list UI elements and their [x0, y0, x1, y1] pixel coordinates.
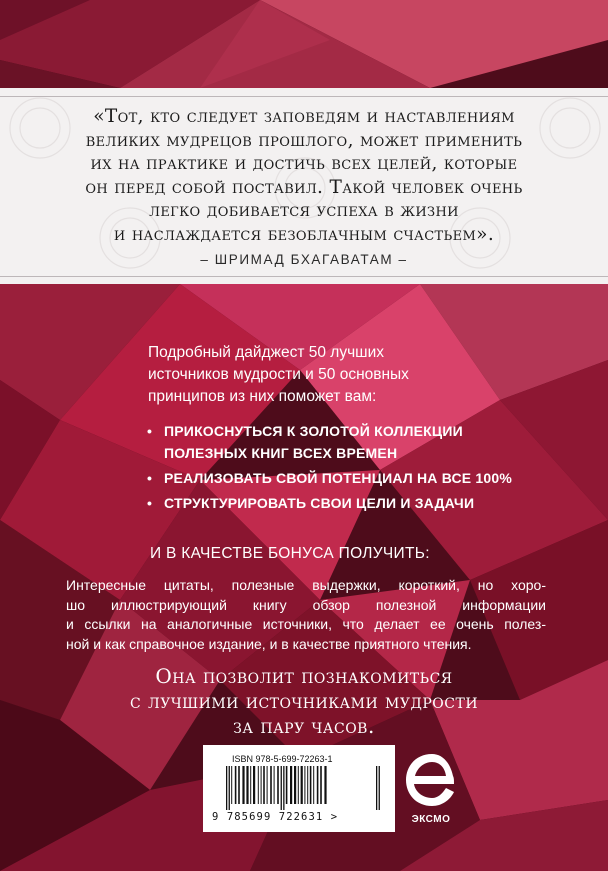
eksmo-logo-icon	[402, 748, 462, 812]
barcode-bar	[246, 766, 248, 804]
barcode-bar	[298, 766, 299, 804]
barcode-bar	[274, 766, 275, 804]
closing-line: с лучшими источниками мудрости	[129, 689, 479, 713]
barcode-bar	[320, 766, 322, 804]
barcode-bar	[310, 766, 312, 804]
paragraph-line: Интересные цитаты, полезные выдержки, короткий, но хоро-	[66, 577, 546, 593]
list-item-line: ПОЛЕЗНЫХ КНИГ ВСЕХ ВРЕМЕН	[164, 445, 398, 461]
barcode-bar	[238, 766, 240, 804]
isbn-label: ISBN 978-5-699-72263-1	[232, 754, 333, 764]
benefits-list	[147, 420, 587, 517]
barcode-bar	[379, 766, 380, 810]
list-item	[147, 467, 587, 489]
bonus-heading: И В КАЧЕСТВЕ БОНУСА ПОЛУЧИТЬ:	[150, 545, 430, 562]
paragraph-line: и ссылки на аналогичные источники, что делает ее очень полез-	[66, 616, 546, 632]
barcode-bar	[281, 766, 282, 810]
barcode-bar	[226, 766, 227, 810]
bullet-icon: •	[147, 495, 153, 511]
barcode-bar	[261, 766, 262, 804]
list-item-line: РЕАЛИЗОВАТЬ СВОЙ ПОТЕНЦИАЛ НА ВСЕ 100%	[164, 470, 513, 486]
bullet-icon: •	[147, 423, 153, 439]
intro-line: принципов из них поможет вам:	[148, 388, 377, 405]
barcode-bar	[376, 766, 377, 810]
barcode-bar	[317, 766, 319, 804]
description-paragraph	[66, 576, 546, 654]
barcode-bar	[294, 766, 296, 804]
list-item-line: СТРУКТУРИРОВАТЬ СВОИ ЦЕЛИ И ЗАДАЧИ	[164, 495, 475, 511]
paragraph-line: ной и как справочное издание, и в качестве приятного чтения.	[66, 635, 472, 652]
barcode-digits: 9 785699 722631 >	[212, 811, 339, 823]
barcode-bar	[286, 766, 288, 804]
closing-line: за пару часов.	[233, 714, 375, 738]
barcode-bar	[258, 766, 259, 804]
intro-text	[148, 342, 568, 408]
barcode-bar	[242, 766, 244, 804]
quote-line: и наслаждается безоблачным счастьем».	[113, 223, 495, 245]
intro-line: Подробный дайджест 50 лучших	[148, 344, 385, 361]
barcode-bar	[231, 766, 232, 804]
barcode-bar	[277, 766, 279, 804]
intro-line: источников мудрости и 50 основных	[148, 366, 409, 383]
barcode-bar	[235, 766, 237, 804]
barcode-bar	[307, 766, 308, 804]
barcode-bar	[267, 766, 268, 804]
barcode-bar	[313, 766, 314, 804]
barcode-bar	[270, 766, 272, 804]
barcode-bar	[283, 766, 284, 810]
epigraph-quote	[30, 105, 578, 246]
list-item	[147, 492, 587, 514]
bullet-icon: •	[147, 470, 153, 486]
barcode-bar	[263, 766, 265, 804]
barcode-bar	[250, 766, 251, 804]
list-item	[147, 420, 587, 464]
barcode-bar	[229, 766, 230, 810]
list-item-line: ПРИКОСНУТЬСЯ К ЗОЛОТОЙ КОЛЛЕКЦИИ	[164, 423, 463, 439]
closing-statement	[0, 664, 608, 739]
panel-bottom-rule	[0, 276, 608, 277]
quote-line: он перед собой поставил. Такой человек очень	[85, 176, 523, 198]
barcode-bar	[253, 766, 255, 804]
quote-line: «Тот, кто следует заповедям и наставлениям	[93, 106, 515, 127]
barcode-bar	[290, 766, 292, 804]
quote-author: – ШРИМАД БХАГАВАТАМ –	[200, 252, 408, 267]
paragraph-line: шо иллюстрирующий книгу обзор полезной информации	[66, 596, 546, 613]
quote-line: легко добивается успеха в жизни	[149, 200, 459, 221]
quote-line: их на практике и достичь всех целей, которые	[90, 153, 518, 174]
panel-top-rule	[0, 96, 608, 97]
barcode-bar	[324, 766, 326, 804]
quote-panel	[0, 88, 608, 284]
closing-line: Она позволит познакомиться	[155, 664, 453, 688]
barcode-bar	[301, 766, 303, 804]
barcode-bar	[304, 766, 305, 804]
publisher-name: ЭКСМО	[411, 814, 451, 825]
quote-line: великих мудрецов прошлого, может применить	[85, 129, 523, 151]
barcode-bars	[222, 766, 388, 810]
